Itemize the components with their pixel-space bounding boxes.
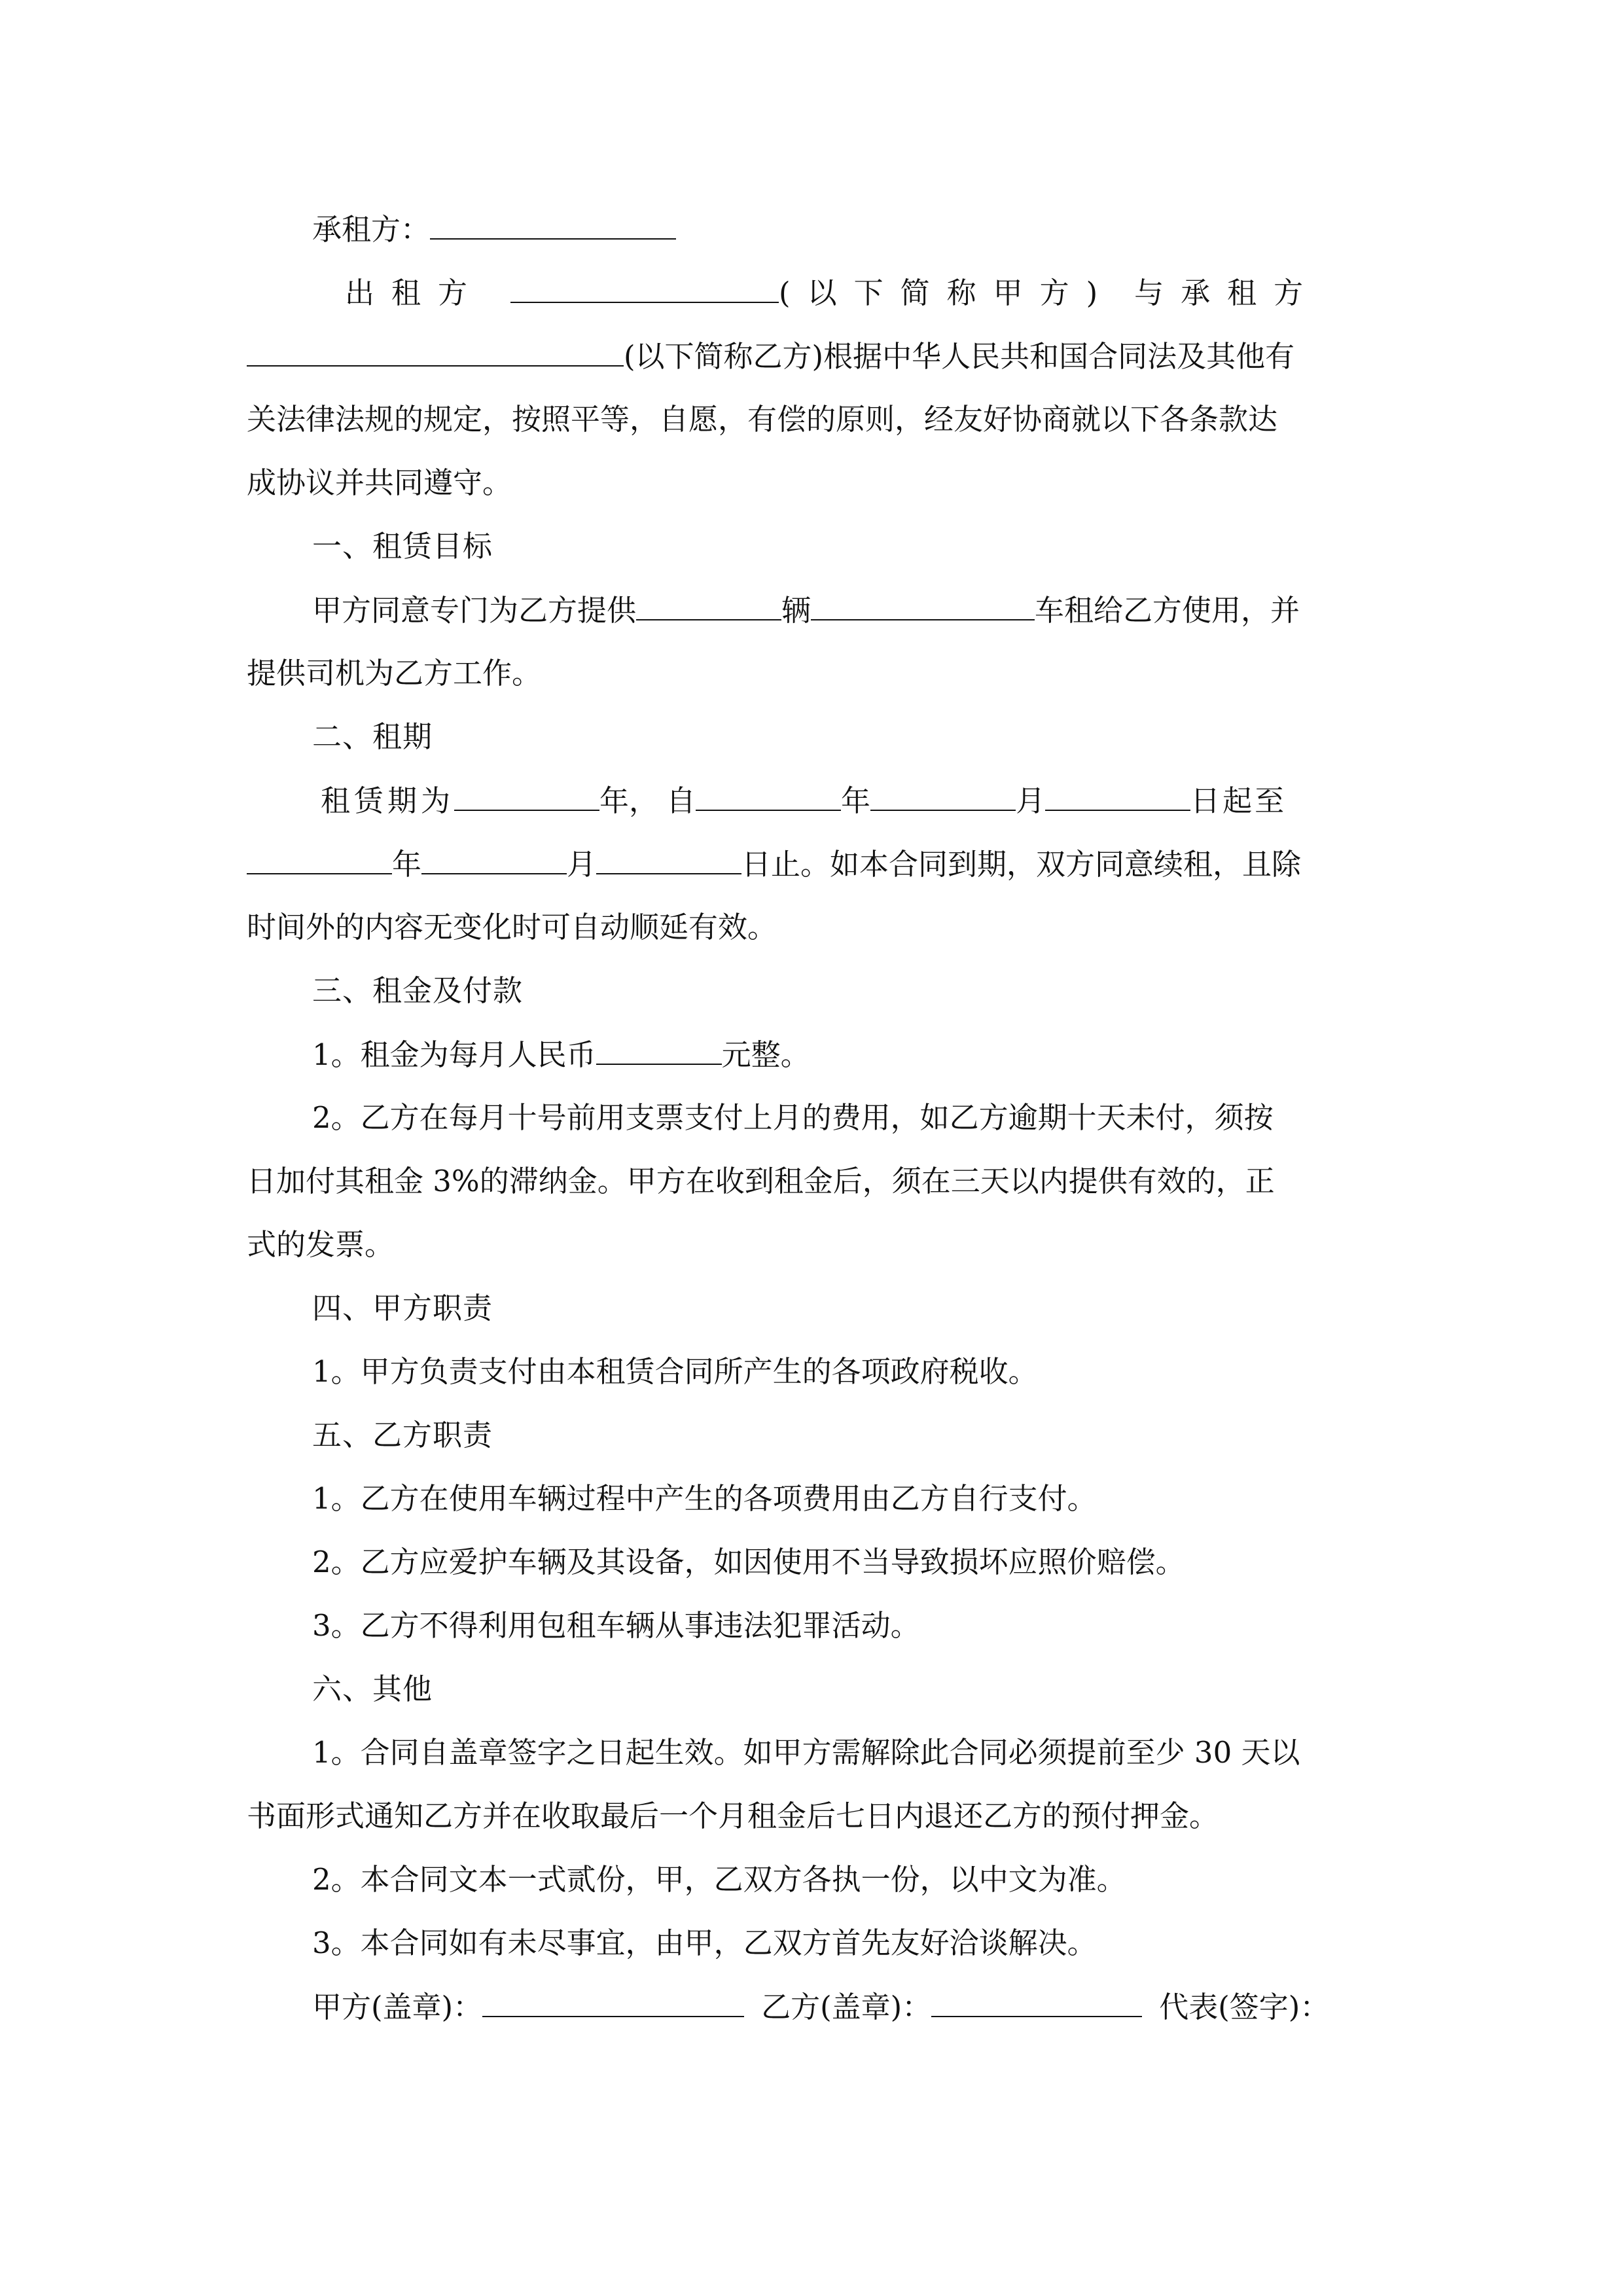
with-lessee: 与承租方 xyxy=(1134,276,1321,310)
lessee-name-blank xyxy=(247,336,624,367)
vehicle-type-blank xyxy=(811,590,1035,620)
intro-line-3: 关法律法规的规定，按照平等，自愿，有偿的原则，经友好协商就以下各条款达 xyxy=(247,402,1278,437)
signature-line xyxy=(312,1987,1379,2026)
section-2-line-2 xyxy=(247,844,1379,884)
party-a-seal-label: 甲方(盖章)： xyxy=(312,1990,483,2024)
start-day-blank xyxy=(1045,781,1190,811)
abbr-a: (以下简称甲方) xyxy=(779,276,1115,310)
party-b-seal-label: 乙方(盖章)： xyxy=(761,1990,932,2024)
section-2-line-3: 时间外的内容无变化时可自动顺延有效。 xyxy=(247,910,777,944)
section-6-item-1-line-2: 书面形式通知乙方并在收取最后一个月租金后七日内退还乙方的预付押金。 xyxy=(247,1799,1219,1833)
start-month-blank xyxy=(870,781,1016,811)
lessee-blank xyxy=(430,209,676,240)
section-3-heading: 三、租金及付款 xyxy=(312,973,524,1008)
s2-day-end: 日止。如本合同到期，双方同意续租，且除 xyxy=(741,847,1302,882)
lessor-word: 出租方 xyxy=(345,276,485,310)
end-month-blank xyxy=(421,844,567,874)
s2-year3: 年 xyxy=(392,847,422,882)
s1-text-1: 甲方同意专门为乙方提供 xyxy=(312,593,637,628)
lessor-blank xyxy=(510,273,779,303)
s1-text-2: 辆 xyxy=(781,593,812,628)
section-4-item-1: 1。甲方负责支付由本租赁合同所产生的各项政府税收。 xyxy=(312,1354,1038,1389)
section-3-item-2-line-2: 日加付其租金 3%的滞纳金。甲方在收到租金后，须在三天以内提供有效的，正 xyxy=(247,1164,1275,1198)
s2-day-start: 日起至 xyxy=(1190,783,1287,818)
section-5-item-1: 1。乙方在使用车辆过程中产生的各项费用由乙方自行支付。 xyxy=(312,1481,1097,1516)
s3-item1-b: 元整。 xyxy=(721,1037,810,1072)
party-a-seal-blank xyxy=(482,1987,744,2017)
section-2-line-1 xyxy=(321,781,1379,820)
section-4-heading: 四、甲方职责 xyxy=(312,1291,493,1325)
section-3-item-1 xyxy=(312,1035,1379,1074)
section-5-item-3: 3。乙方不得利用包租车辆从事违法犯罪活动。 xyxy=(312,1608,920,1643)
s1-text-3: 车租给乙方使用，并 xyxy=(1035,593,1300,628)
section-5-item-2: 2。乙方应爱护车辆及其设备，如因使用不当导致损坏应照价赔偿。 xyxy=(312,1545,1185,1579)
term-years-blank xyxy=(454,781,599,811)
end-day-blank xyxy=(596,844,741,874)
abbr-b: (以下简称乙方)根据中华人民共和国合同法及其他有 xyxy=(624,339,1295,374)
s2-month2: 月 xyxy=(567,847,597,882)
section-6-item-1-line-1: 1。合同自盖章签字之日起生效。如甲方需解除此合同必须提前至少 30 天以 xyxy=(312,1735,1300,1770)
section-6-item-2: 2。本合同文本一式贰份，甲，乙双方各执一份，以中文为准。 xyxy=(312,1862,1126,1897)
intro-line-2 xyxy=(247,336,1379,376)
party-b-seal-blank xyxy=(931,1987,1142,2017)
start-year-blank xyxy=(696,781,841,811)
intro-line-1 xyxy=(345,273,1379,312)
section-1-heading: 一、租赁目标 xyxy=(312,529,493,564)
section-2-heading: 二、租期 xyxy=(312,719,433,754)
rent-amount-blank xyxy=(596,1035,722,1065)
s2-term: 租赁期为 xyxy=(321,783,455,818)
section-1-line-2: 提供司机为乙方工作。 xyxy=(247,656,542,691)
section-6-heading: 六、其他 xyxy=(312,1672,433,1706)
s2-month: 月 xyxy=(1016,783,1046,818)
section-1-line-1 xyxy=(312,590,1379,630)
section-6-item-3: 3。本合同如有未尽事宜，由甲，乙双方首先友好洽谈解决。 xyxy=(312,1926,1097,1960)
vehicle-count-blank xyxy=(636,590,781,620)
lessee-label: 承租方： xyxy=(312,212,431,247)
s2-year: 年， xyxy=(599,783,659,818)
s2-year2: 年 xyxy=(841,783,871,818)
section-5-heading: 五、乙方职责 xyxy=(312,1418,493,1452)
lessee-line xyxy=(312,209,1379,249)
s2-from: 自 xyxy=(666,783,696,818)
section-3-item-2-line-3: 式的发票。 xyxy=(247,1227,395,1262)
s3-item1-a: 1。租金为每月人民币 xyxy=(312,1037,596,1072)
intro-line-4: 成协议并共同遵守。 xyxy=(247,465,512,500)
section-3-item-2-line-1: 2。乙方在每月十号前用支票支付上月的费用，如乙方逾期十天未付，须按 xyxy=(312,1100,1274,1135)
end-year-blank xyxy=(247,844,392,874)
representative-label: 代表(签字)： xyxy=(1159,1990,1330,2024)
